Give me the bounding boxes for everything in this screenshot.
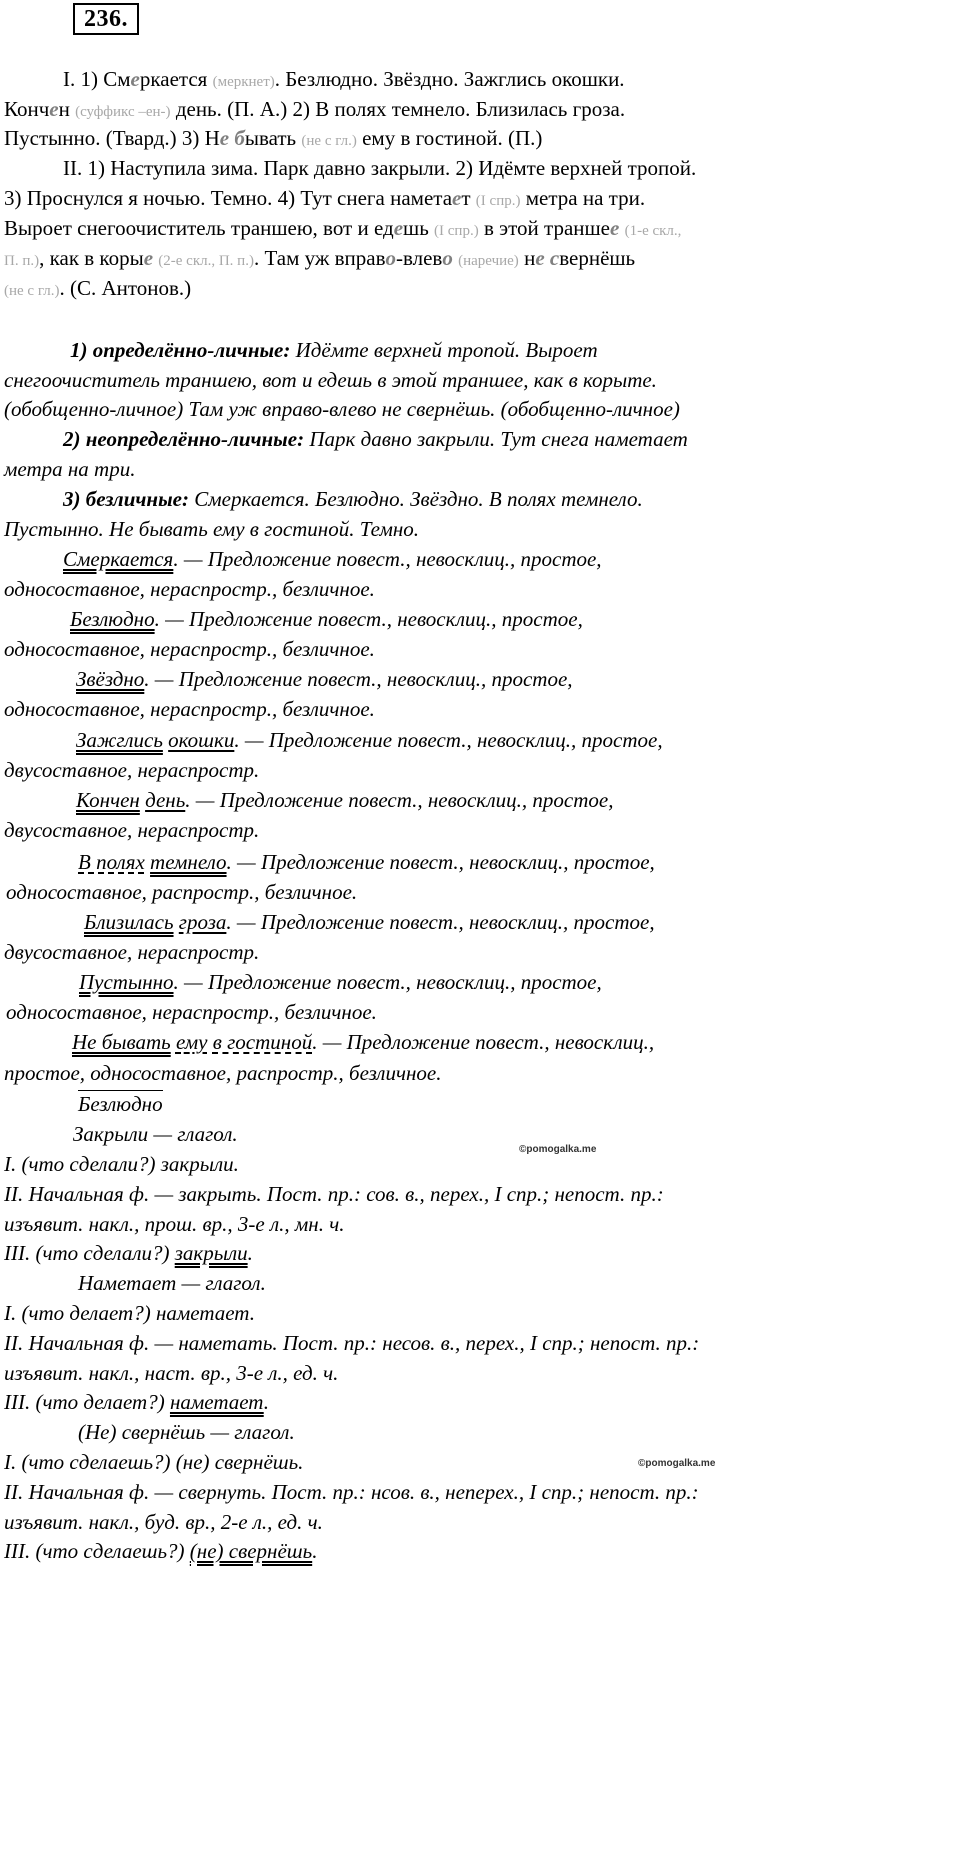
morph-line: I. (что сделаешь?) (не) свернёшь.	[4, 1450, 304, 1474]
watermark: ©pomogalka.me	[519, 1144, 597, 1155]
parse-sentence-2: Безлюдно. — Предложение повест., невосклиц., простое,	[70, 607, 583, 631]
parse-sentence-1: Смеркается. — Предложение повест., невосклиц., простое,	[63, 547, 602, 571]
parse-line: односоставное, распростр., безличное.	[6, 880, 358, 904]
morph-line: изъявит. накл., наст. вр., 3-е л., ед. ч.	[4, 1361, 339, 1385]
parse-line: двусоставное, нераспростр.	[4, 818, 260, 842]
exercise-number: 236.	[73, 3, 139, 35]
stem-wavy: Безлюдно	[78, 1092, 163, 1116]
parse-sentence-9: Не бывать ему в гостиной. — Предложение повест., невосклиц.,	[72, 1030, 655, 1054]
morph-line: изъявит. накл., прош. вр., 3-е л., мн. ч.	[4, 1212, 345, 1236]
text-line-4: II. 1) Наступила зима. Парк давно закрыли. 2) Идёмте верхней тропой.	[63, 156, 697, 180]
text-line-6: Выроет снегоочиститель траншею, вот и едешь (I спр.) в этой траншее (1-е скл.,	[4, 216, 682, 240]
parse-line: односоставное, нераспростр., безличное.	[4, 577, 375, 601]
morph-line: II. Начальная ф. — наметать. Пост. пр.: несов. в., перех., I спр.; непост. пр.:	[4, 1331, 700, 1355]
morph-line: II. Начальная ф. — закрыть. Пост. пр.: сов. в., перех., I спр.; непост. пр.:	[4, 1182, 664, 1206]
parse-line: односоставное, нераспростр., безличное.	[4, 637, 375, 661]
type-definite-personal: 1) определённо-личные: Идёмте верхней тропой. Выроет	[70, 338, 598, 362]
morph-line: III. (что сделали?) закрыли.	[4, 1241, 253, 1265]
type-line: Пустынно. Не бывать ему в гостиной. Темно.	[4, 517, 420, 541]
text-line-8: (не с гл.). (С. Антонов.)	[4, 276, 192, 300]
parse-line: двусоставное, нераспростр.	[4, 940, 260, 964]
text-line-7: П. п.), как в корые (2-е скл., П. п.). Там уж вправо-влево (наречие) не свернёшь	[4, 246, 636, 270]
parse-line: простое, односоставное, распростр., безличное.	[4, 1061, 442, 1085]
parse-sentence-6: В полях темнело. — Предложение повест., невосклиц., простое,	[78, 850, 655, 874]
type-impersonal: 3) безличные: Смеркается. Безлюдно. Звёздно. В полях темнело.	[63, 487, 643, 511]
watermark: ©pomogalka.me	[638, 1458, 716, 1469]
parse-line: односоставное, нераспростр., безличное.	[6, 1000, 377, 1024]
morph-title-1: Закрыли — глагол.	[73, 1122, 238, 1146]
morph-line: I. (что сделали?) закрыли.	[4, 1152, 239, 1176]
parse-line: двусоставное, нераспростр.	[4, 758, 260, 782]
parse-sentence-4: Зажглись окошки. — Предложение повест., невосклиц., простое,	[76, 728, 663, 752]
text-line-3: Пустынно. (Твард.) 3) Не бывать (не с гл.) ему в гостиной. (П.)	[4, 126, 543, 150]
parse-sentence-3: Звёздно. — Предложение повест., невосклиц., простое,	[76, 667, 573, 691]
morph-line: I. (что делает?) наметает.	[4, 1301, 255, 1325]
text-line-1: I. 1) Смеркается (меркнет). Безлюдно. Звёздно. Зажглись окошки.	[63, 67, 625, 91]
type-indefinite-personal: 2) неопределённо-личные: Парк давно закрыли. Тут снега наметает	[63, 427, 688, 451]
parse-line: односоставное, нераспростр., безличное.	[4, 697, 375, 721]
morph-line: изъявит. накл., буд. вр., 2-е л., ед. ч.	[4, 1510, 323, 1534]
morph-title-3: (Не) свернёшь — глагол.	[78, 1420, 295, 1444]
morph-title-2: Наметает — глагол.	[78, 1271, 266, 1295]
type-line: метра на три.	[4, 457, 136, 481]
morph-line: III. (что делает?) наметает.	[4, 1390, 269, 1414]
morph-line: II. Начальная ф. — свернуть. Пост. пр.: нсов. в., неперех., I спр.; непост. пр.:	[4, 1480, 699, 1504]
text-line-2: Кончен (суффикс –ен-) день. (П. А.) 2) В полях темнело. Близилась гроза.	[4, 97, 626, 121]
type-line: снегоочиститель траншею, вот и едешь в этой траншее, как в корыте.	[4, 368, 657, 392]
morph-line: III. (что сделаешь?) (не) свернёшь.	[4, 1539, 318, 1563]
type-line: (обобщенно-личное) Там уж вправо-влево не свернёшь. (обобщенно-личное)	[4, 397, 680, 421]
parse-sentence-7: Близилась гроза. — Предложение повест., невосклиц., простое,	[84, 910, 655, 934]
parse-sentence-8: Пустынно. — Предложение повест., невосклиц., простое,	[79, 970, 602, 994]
text-line-5: 3) Проснулся я ночью. Темно. 4) Тут снега наметает (I спр.) метра на три.	[4, 186, 646, 210]
parse-sentence-5: Кончен день. — Предложение повест., невосклиц., простое,	[76, 788, 614, 812]
